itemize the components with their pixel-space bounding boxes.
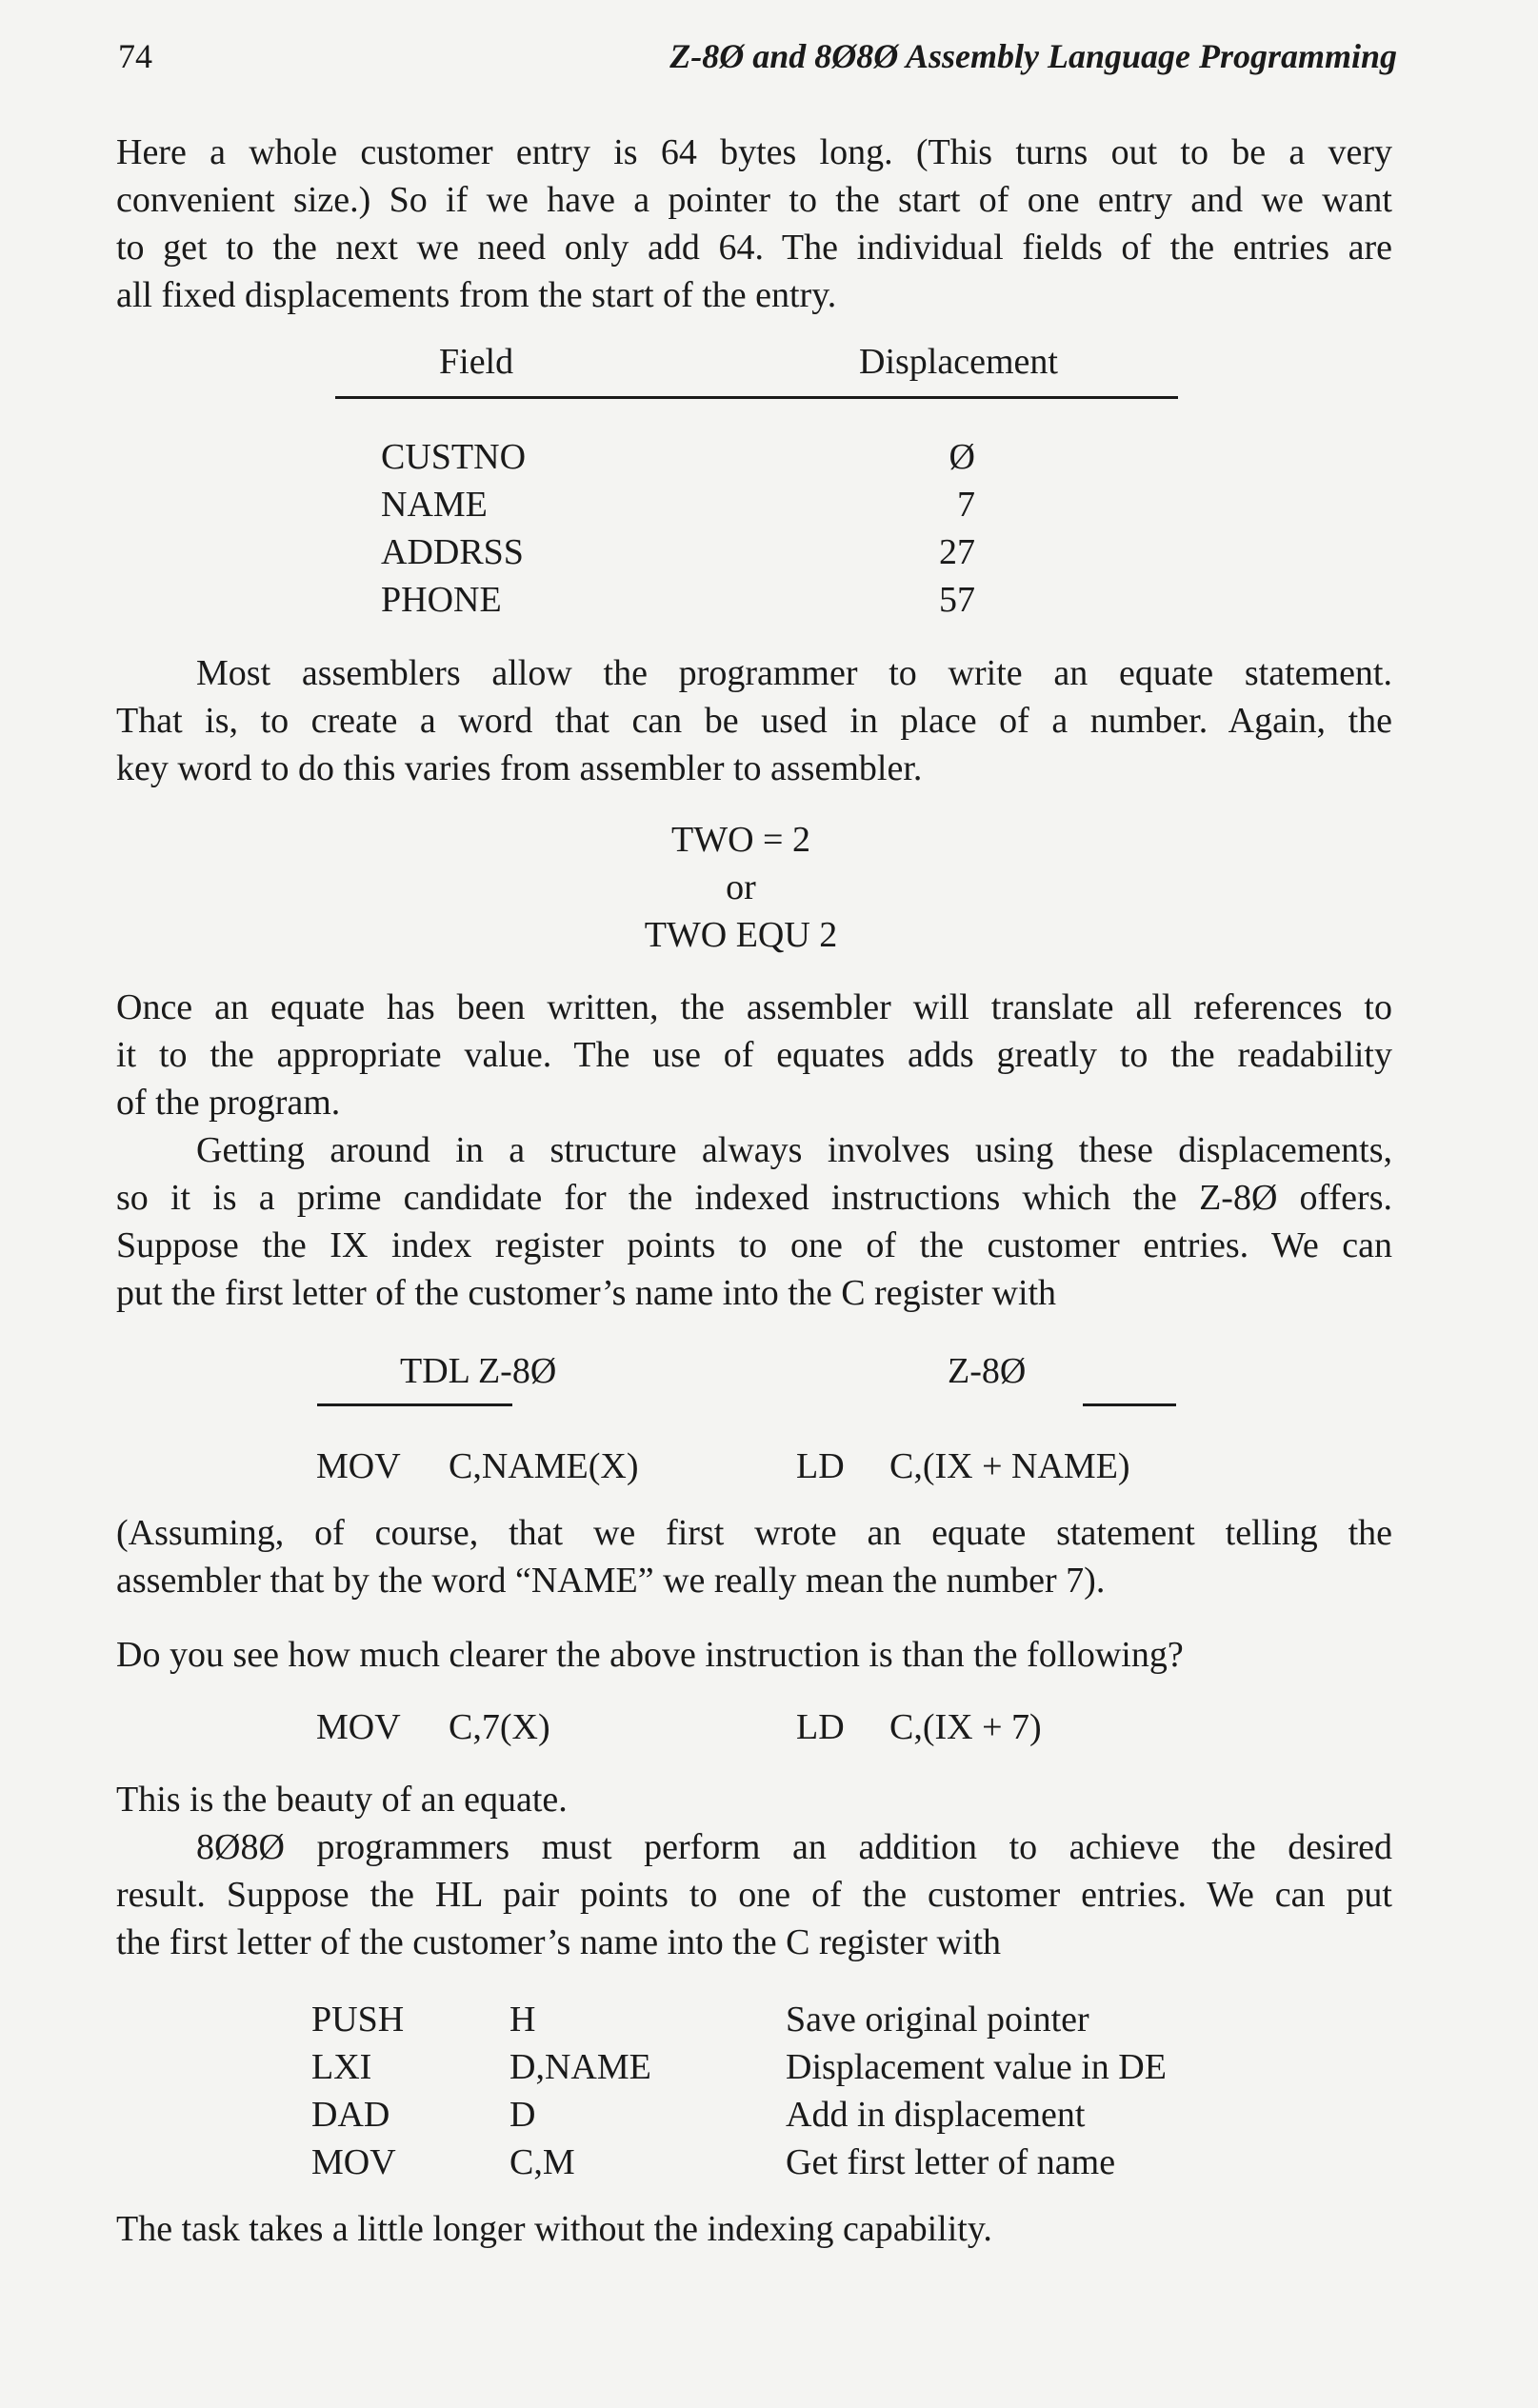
text-line: all fixed displacements from the start of the entry.: [116, 275, 837, 315]
paragraph-assuming: [116, 1509, 1392, 1604]
text-line: Once an equate has been written, the assembler will translate all references to: [116, 987, 1392, 1027]
code-args: C,NAME(X): [449, 1446, 639, 1486]
code-header-tdl: TDL Z-8Ø: [400, 1351, 557, 1391]
code-comment: Displacement value in DE: [786, 2047, 1167, 2087]
text-line: to get to the next we need only add 64. The individual fields of the entries are: [116, 228, 1392, 268]
code-op: LD: [796, 1446, 845, 1486]
equate-example-line: TWO = 2: [671, 820, 810, 860]
text-line: Here a whole customer entry is 64 bytes long. (This turns out to be a very: [116, 132, 1392, 172]
table-header-rule: [335, 396, 1178, 399]
text-line: so it is a prime candidate for the indexed instructions which the Z-8Ø offers.: [116, 1178, 1392, 1218]
code-comment: Add in displacement: [786, 2095, 1086, 2135]
paragraph-intro: [116, 129, 1392, 319]
table-cell-field: NAME: [381, 485, 488, 525]
table-cell-field: CUSTNO: [381, 437, 527, 477]
text-line: put the first letter of the customer’s name into the C register with: [116, 1273, 1057, 1313]
text-line: assembler that by the word “NAME” we really mean the number 7).: [116, 1561, 1106, 1601]
code-header-rule-right: [1083, 1403, 1176, 1406]
code-header-z80: Z-8Ø: [948, 1351, 1027, 1391]
code-op: LXI: [311, 2047, 372, 2087]
paragraph-closing: The task takes a little longer without the indexing capability.: [116, 2209, 992, 2249]
table-header-displacement: Displacement: [859, 342, 1058, 382]
running-title: Z-8Ø and 8Ø8Ø Assembly Language Programming: [669, 37, 1397, 75]
table-cell-displacement: 27: [939, 532, 975, 572]
code-header-rule-left: [317, 1403, 512, 1406]
code-args: C,7(X): [449, 1707, 550, 1747]
code-args: C,(IX + 7): [889, 1707, 1042, 1747]
text-line: Getting around in a structure always involves using these displacements,: [196, 1130, 1392, 1170]
table-cell-displacement: 7: [957, 485, 975, 525]
text-line: convenient size.) So if we have a pointer to the start of one entry and we want: [116, 180, 1392, 220]
paragraph-beauty: This is the beauty of an equate.: [116, 1780, 568, 1820]
equate-example-or: or: [726, 867, 756, 907]
code-args: D: [509, 2095, 536, 2135]
code-op: LD: [796, 1707, 845, 1747]
text-line: result. Suppose the HL pair points to one of the customer entries. We can put: [116, 1875, 1392, 1915]
table-cell-field: ADDRSS: [381, 532, 524, 572]
code-op: PUSH: [311, 2000, 405, 2040]
code-comment: Save original pointer: [786, 2000, 1089, 2040]
paragraph-8080: [116, 1823, 1392, 1966]
code-op: MOV: [316, 1446, 401, 1486]
table-cell-field: PHONE: [381, 580, 502, 620]
code-op: MOV: [316, 1707, 401, 1747]
text-line: 8Ø8Ø programmers must perform an addition to achieve the desired: [196, 1827, 1392, 1867]
page-number: 74: [118, 37, 152, 75]
text-line: it to the appropriate value. The use of equates adds greatly to the readability: [116, 1035, 1392, 1075]
code-args: C,M: [509, 2142, 575, 2182]
code-args: H: [509, 2000, 536, 2040]
paragraph-equate-effect: [116, 984, 1392, 1126]
text-line: the first letter of the customer’s name into the C register with: [116, 1922, 1001, 1962]
text-line: Suppose the IX index register points to one of the customer entries. We can: [116, 1225, 1392, 1265]
paragraph-question: Do you see how much clearer the above instruction is than the following?: [116, 1635, 1184, 1675]
paragraph-structure: [116, 1126, 1392, 1317]
text-line: That is, to create a word that can be used in place of a number. Again, the: [116, 701, 1392, 741]
text-line: of the program.: [116, 1083, 341, 1123]
paragraph-equates: [116, 649, 1392, 792]
code-args: C,(IX + NAME): [889, 1446, 1130, 1486]
table-cell-displacement: 57: [939, 580, 975, 620]
code-op: DAD: [311, 2095, 390, 2135]
code-op: MOV: [311, 2142, 396, 2182]
text-line: key word to do this varies from assembler to assembler.: [116, 748, 923, 788]
table-cell-displacement: Ø: [949, 437, 975, 477]
text-line: Most assemblers allow the programmer to write an equate statement.: [196, 653, 1392, 693]
table-header-field: Field: [439, 342, 514, 382]
code-comment: Get first letter of name: [786, 2142, 1116, 2182]
code-args: D,NAME: [509, 2047, 651, 2087]
equate-example-line: TWO EQU 2: [644, 915, 838, 955]
text-line: (Assuming, of course, that we first wrote an equate statement telling the: [116, 1513, 1392, 1553]
